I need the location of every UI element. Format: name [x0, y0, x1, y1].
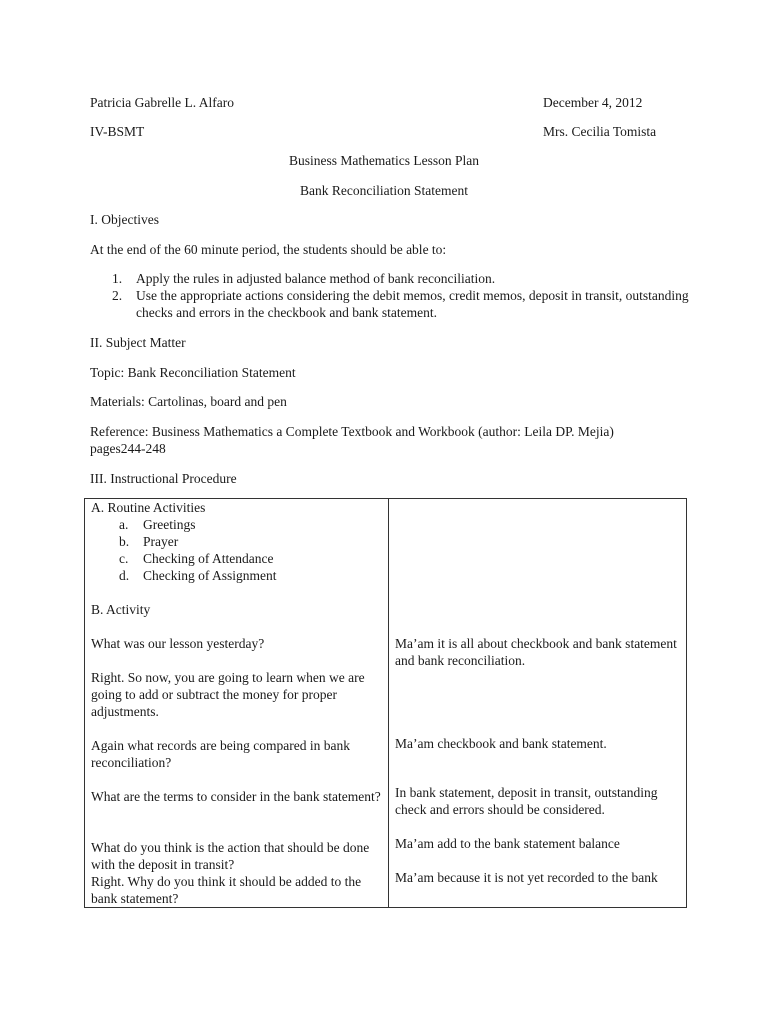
item-letter: b. — [119, 534, 130, 549]
item-text: Prayer — [143, 534, 179, 549]
objectives-intro: At the end of the 60 minute period, the students should be able to: — [90, 242, 447, 257]
materials-line: Materials: Cartolinas, board and pen — [90, 394, 287, 409]
topic-line: Topic: Bank Reconciliation Statement — [90, 365, 296, 380]
item-letter: c. — [119, 551, 129, 566]
objective-item — [90, 270, 690, 287]
teacher-question: Right. Why do you think it should be added to the bank statement? — [91, 874, 362, 906]
teacher-question: What are the terms to consider in the bank statement? — [91, 789, 381, 804]
item-letter: d. — [119, 568, 130, 583]
objective-text: Apply the rules in adjusted balance method of bank reconciliation. — [136, 271, 496, 286]
objective-number: 2. — [112, 288, 123, 303]
objectives-list — [90, 270, 690, 321]
student-section: IV-BSMT — [90, 124, 145, 139]
student-answer: In bank statement, deposit in transit, outstanding check and errors should be considered. — [395, 785, 658, 817]
list-item — [91, 533, 388, 550]
teacher-question: What do you think is the action that should be done with the deposit in transit? — [91, 840, 370, 872]
objectives-heading: I. Objectives — [90, 212, 159, 227]
activity-heading: B. Activity — [91, 602, 151, 617]
student-answer: Ma’am because it is not yet recorded to the bank — [395, 870, 658, 885]
objective-text: Use the appropriate actions considering the debit memos, credit memos, deposit in transit, outstanding checks and errors in the checkbook and bank statement. — [136, 288, 689, 320]
student-answer: Ma’am add to the bank statement balance — [395, 836, 620, 851]
student-column — [389, 499, 687, 908]
procedure-heading: III. Instructional Procedure — [90, 471, 237, 486]
procedure-table — [84, 498, 687, 908]
list-item — [91, 516, 388, 533]
teacher-question: What was our lesson yesterday? — [91, 636, 265, 651]
subject-matter-heading: II. Subject Matter — [90, 335, 186, 350]
objective-number: 1. — [112, 271, 123, 286]
student-name: Patricia Gabrelle L. Alfaro — [90, 95, 234, 110]
teacher-statement: Right. So now, you are going to learn when we are going to add or subtract the money for proper adjustments. — [91, 670, 365, 719]
item-letter: a. — [119, 517, 129, 532]
list-item — [91, 550, 388, 567]
table-row — [85, 499, 687, 908]
teacher-column — [85, 499, 389, 908]
document-date: December 4, 2012 — [543, 95, 643, 110]
routine-list — [91, 516, 388, 584]
item-text: Checking of Assignment — [143, 568, 277, 583]
teacher-name: Mrs. Cecilia Tomista — [543, 124, 657, 139]
document-title: Business Mathematics Lesson Plan — [288, 153, 480, 168]
teacher-question: Again what records are being compared in bank reconciliation? — [91, 738, 351, 770]
objective-item — [90, 287, 691, 321]
item-text: Greetings — [143, 517, 196, 532]
item-text: Checking of Attendance — [143, 551, 274, 566]
list-item — [91, 567, 388, 584]
student-answer: Ma’am checkbook and bank statement. — [395, 736, 607, 751]
student-answer: Ma’am it is all about checkbook and bank statement and bank reconciliation. — [395, 636, 677, 668]
reference-line: Reference: Business Mathematics a Complete Textbook and Workbook (author: Leila DP. Mejia) pages244-248 — [90, 424, 614, 456]
routine-heading: A. Routine Activities — [91, 500, 206, 515]
document-subtitle: Bank Reconciliation Statement — [300, 183, 468, 198]
